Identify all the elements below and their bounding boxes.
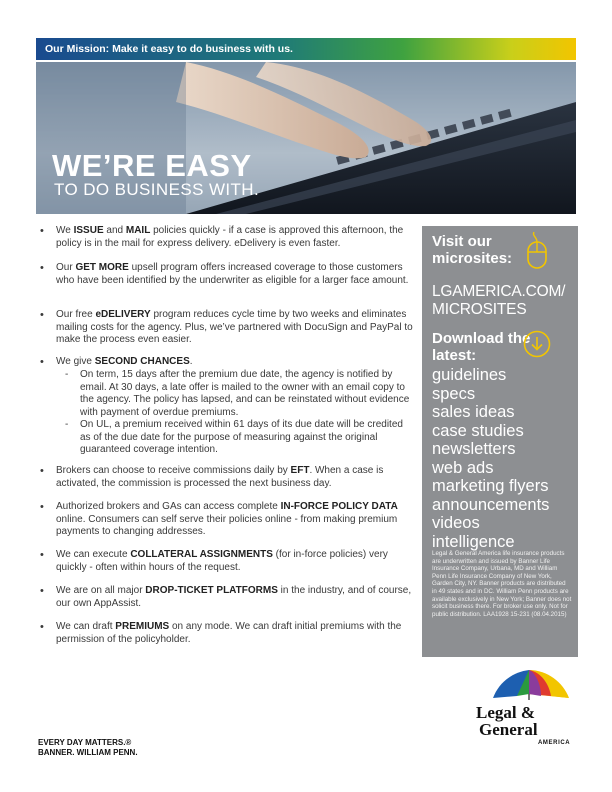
bullet-dot: • bbox=[40, 585, 44, 597]
download-item-newsletters[interactable]: newsletters bbox=[432, 440, 516, 458]
microsites-sidebar bbox=[422, 226, 578, 657]
legal-disclaimer: Legal & General America life insurance products are underwritten and issued by Banner Life Insurance Company, Urbana, MD and William Penn Life Insurance Company of New York, Garden City, NY. Banner products are distributed in 49 states and in DC. William Penn products are available exclusively in New York; Banner does not solicit business there. For broker use only. Not for public distribution. LAA1928 15-231 (08.04.2015) bbox=[432, 550, 572, 618]
dash-marker: - bbox=[65, 369, 69, 380]
mouse-icon bbox=[526, 232, 548, 270]
list-item-text: We ISSUE and MAIL policies quickly - if a case is approved this afternoon, the policy is in the mail for express delivery. eDelivery is even faster. bbox=[56, 225, 404, 249]
mission-banner bbox=[36, 38, 576, 60]
download-item-announcements[interactable]: announcements bbox=[432, 495, 550, 514]
list-item-text: We are on all major DROP-TICKET PLATFORMS in the industry, and of course, our own AppAssist. bbox=[56, 585, 412, 609]
download-item-guidelines[interactable]: guidelines bbox=[432, 366, 507, 384]
list-item-text: We give SECOND CHANCES. bbox=[56, 356, 193, 367]
download-heading: Download the latest: bbox=[432, 330, 531, 364]
microsites-link[interactable]: LGAMERICA.COM/ MICROSITES bbox=[432, 283, 566, 318]
bullet-dot: • bbox=[40, 262, 44, 274]
list-item-text: Brokers can choose to receive commissions daily by EFT. When a case is activated, the commission is processed the next business day. bbox=[56, 465, 384, 489]
hero-subtitle: TO DO BUSINESS WITH. bbox=[54, 180, 260, 199]
bullet-dot: • bbox=[40, 465, 44, 477]
list-item-text: Authorized brokers and GAs can access complete IN-FORCE POLICY DATA online. Consumers can self serve their policies online - from making premium payments to changing addresses. bbox=[56, 501, 398, 538]
visit-heading: Visit our microsites: bbox=[432, 233, 513, 267]
list-item-text: We can execute COLLATERAL ASSIGNMENTS (for in-force policies) very quickly - often within hours of the request. bbox=[56, 549, 388, 573]
hero-image bbox=[36, 62, 576, 214]
bullet-dot: • bbox=[40, 549, 44, 561]
bullet-dot: • bbox=[40, 501, 44, 513]
sub-list-item-text: On term, 15 days after the premium due date, the agency is notified by email. At 30 days, a late offer is mailed to the owner with an email copy to the agency. The policy has lapsed, and can be reinstated without evidence with payment of overdue premiums. bbox=[80, 369, 410, 418]
download-arrow-icon bbox=[523, 330, 551, 358]
sub-list-item-text: On UL, a premium received within 61 days of its due date will be credited as of the due date for the purpose of measuring against the original guaranteed coverage intention. bbox=[80, 419, 403, 456]
tagline-line1: EVERY DAY MATTERS.® bbox=[38, 738, 132, 747]
bullet-dot: • bbox=[40, 309, 44, 321]
mission-text: Our Mission: Make it easy to do business with us. bbox=[45, 43, 293, 55]
bullet-dot: • bbox=[40, 356, 44, 368]
download-item-sales-ideas[interactable]: sales ideas bbox=[432, 403, 515, 421]
download-item-intelligence[interactable]: intelligence bbox=[432, 532, 515, 551]
list-item-text: Our GET MORE upsell program offers increased coverage to those customers who have been identified by the underwriter as eligible for a larger face amount. bbox=[56, 262, 409, 286]
bullet-dot: • bbox=[40, 225, 44, 237]
list-item-text: We can draft PREMIUMS on any mode. We can draft initial premiums with the permission of the policyholder. bbox=[56, 621, 402, 645]
logo-text-general: General bbox=[479, 720, 538, 739]
hero-title: WE’RE EASY bbox=[52, 148, 252, 183]
bullet-dot: • bbox=[40, 621, 44, 633]
list-item-text: Our free eDELIVERY program reduces cycle time by two weeks and eliminates mailing costs for the agency. Plus, we’ve partnered with DocuSign and PayPal to make the process even easier. bbox=[56, 309, 413, 346]
download-item-case-studies[interactable]: case studies bbox=[432, 421, 524, 440]
download-item-web-ads[interactable]: web ads bbox=[432, 458, 494, 477]
dash-marker: - bbox=[65, 419, 69, 430]
download-item-marketing-flyers[interactable]: marketing flyers bbox=[432, 477, 549, 495]
download-list bbox=[432, 366, 549, 551]
logo-text-legal: Legal & bbox=[476, 703, 536, 722]
tagline-line2: BANNER. WILLIAM PENN. bbox=[38, 748, 138, 757]
download-item-videos[interactable]: videos bbox=[432, 514, 480, 532]
logo-text-america: AMERICA bbox=[538, 740, 571, 746]
download-item-specs[interactable]: specs bbox=[432, 384, 476, 403]
footer-tagline bbox=[38, 738, 138, 758]
